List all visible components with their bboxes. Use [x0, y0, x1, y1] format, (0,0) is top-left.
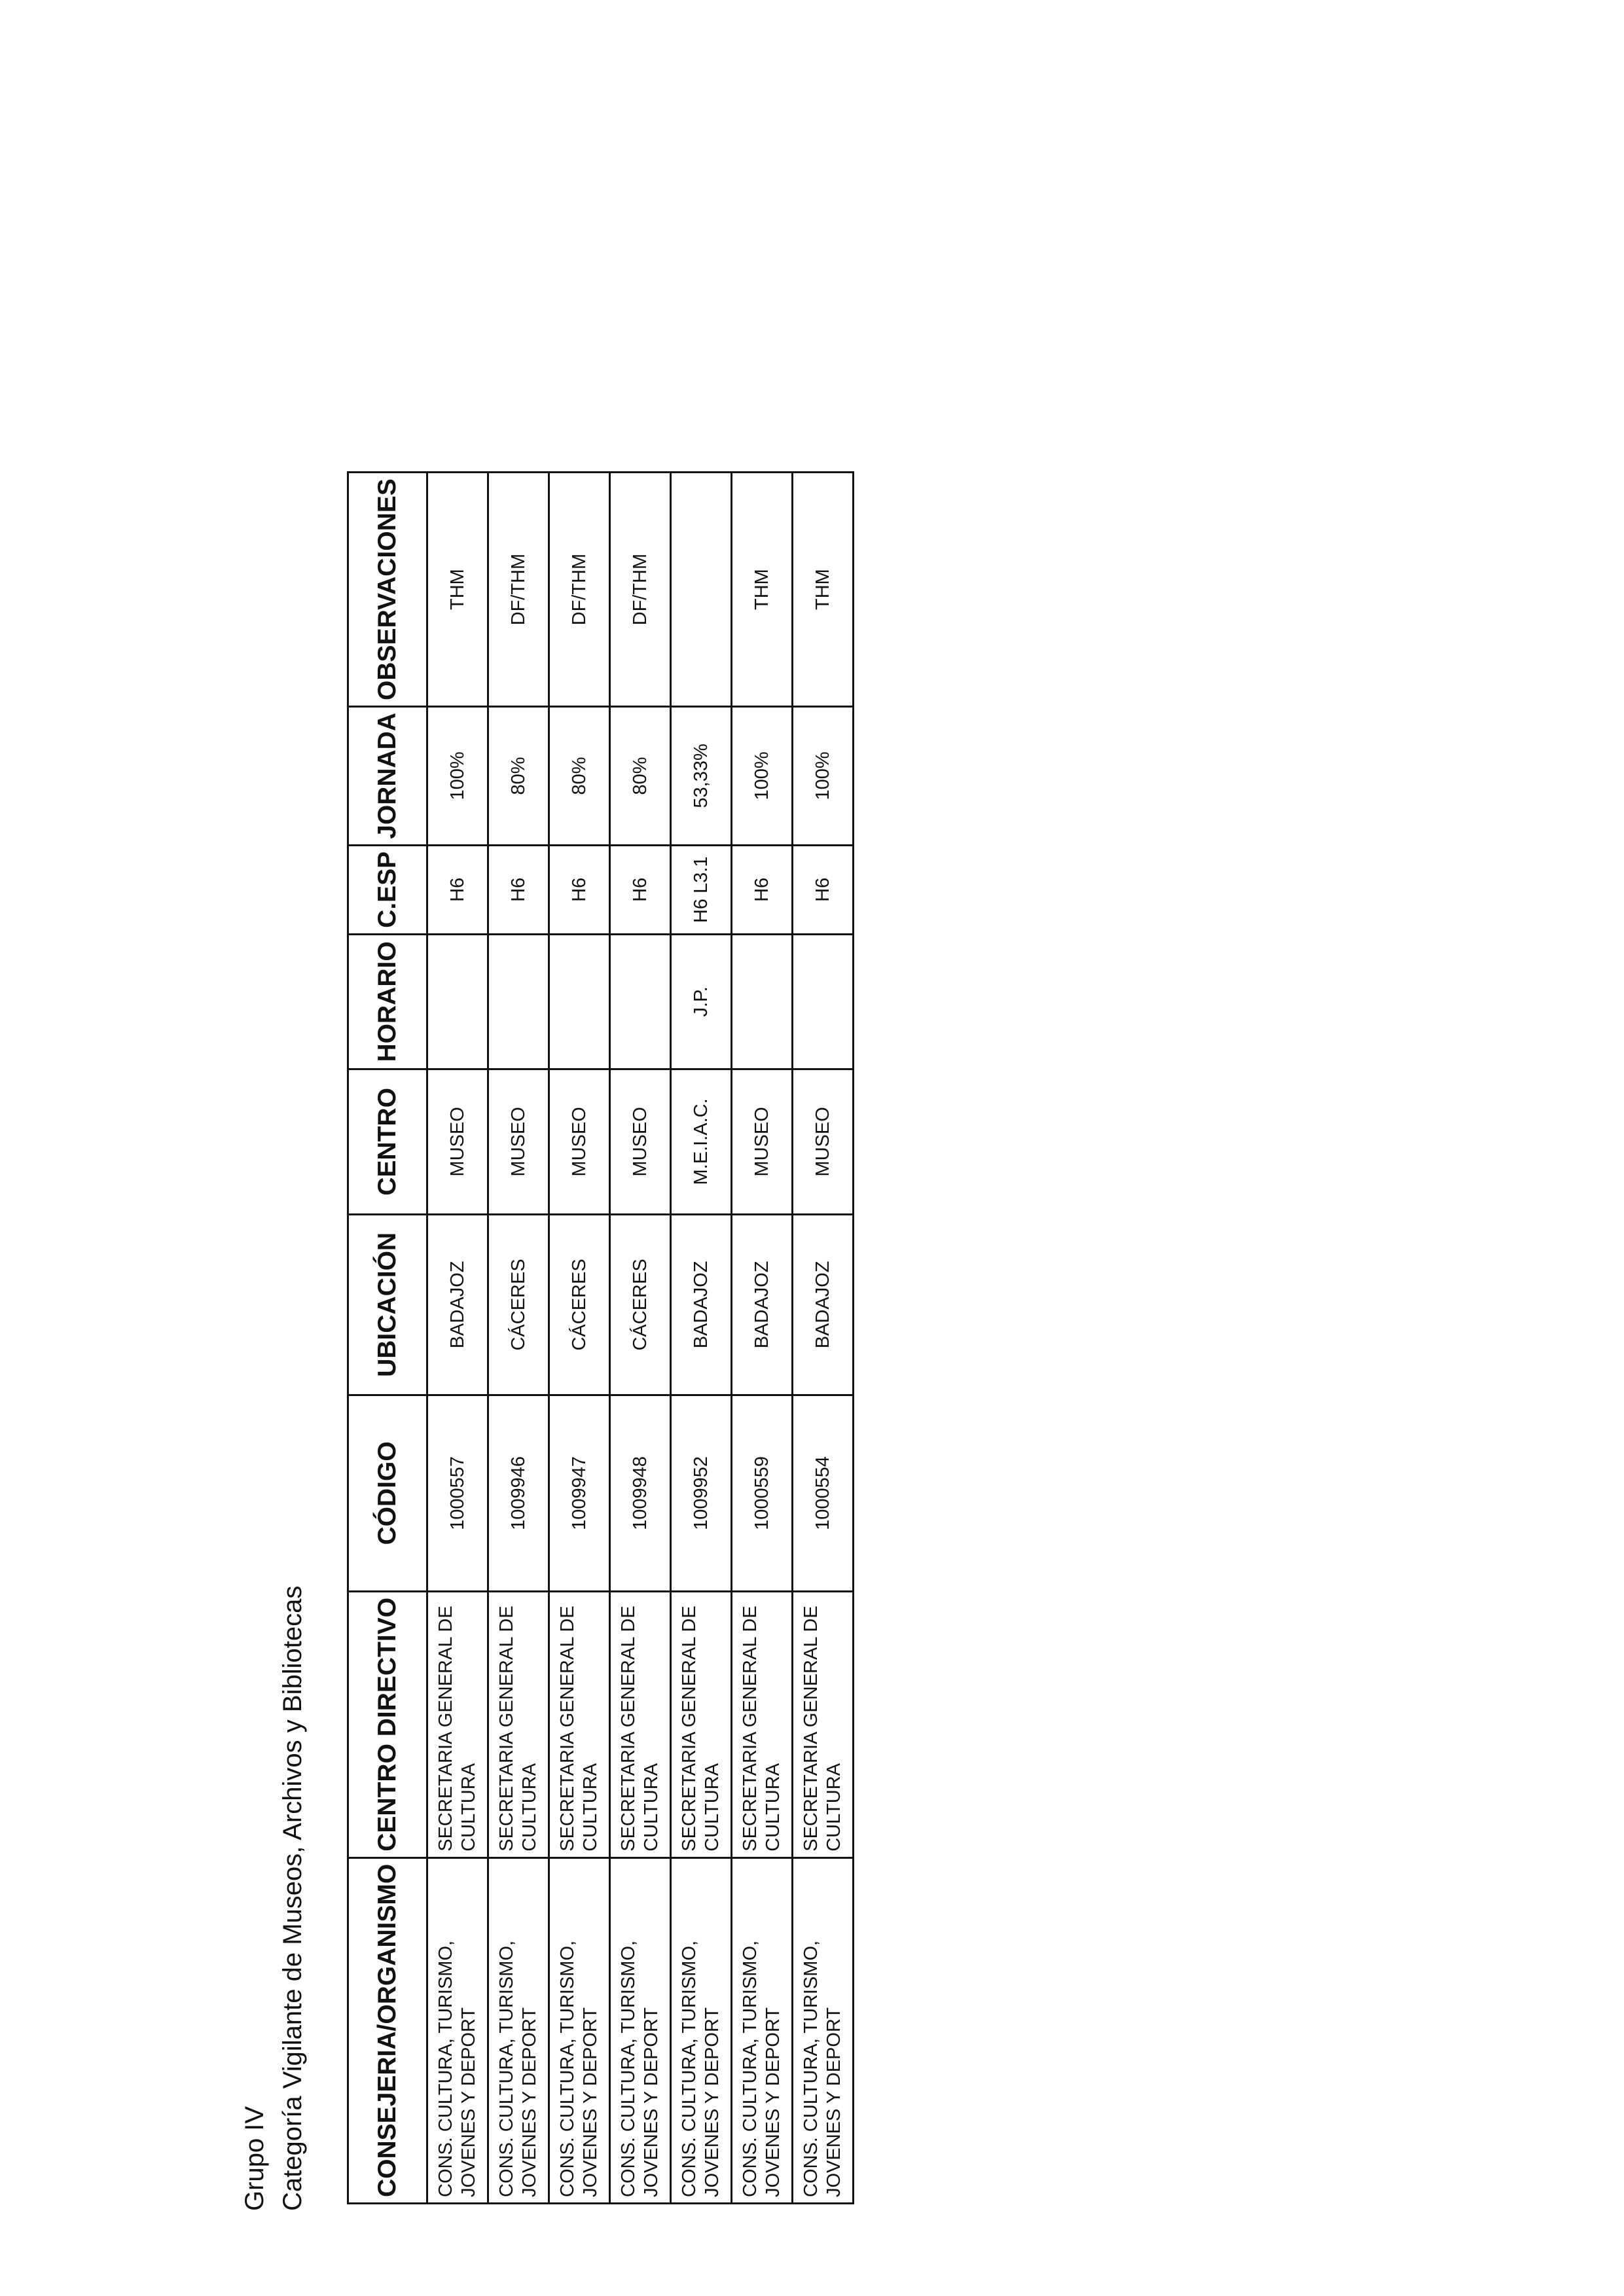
- cell-horario: J.P.: [671, 934, 732, 1069]
- cell-observaciones: THM: [732, 473, 793, 707]
- cell-ubicacion: BADAJOZ: [793, 1214, 854, 1395]
- cell-centro: MUSEO: [549, 1069, 610, 1214]
- cell-horario: [549, 934, 610, 1069]
- cell-centro: MUSEO: [610, 1069, 671, 1214]
- cell-jornada: 80%: [549, 707, 610, 846]
- table-row: [610, 473, 671, 2204]
- cell-centro-directivo: SECRETARIA GENERAL DE CULTURA: [671, 1591, 732, 1857]
- cell-observaciones: THM: [793, 473, 854, 707]
- cell-centro: M.E.I.A.C.: [671, 1069, 732, 1214]
- table-row: [732, 473, 793, 2204]
- cell-observaciones: DF/THM: [488, 473, 549, 707]
- cell-consejeria: CONS. CULTURA, TURISMO, JOVENES Y DEPORT: [671, 1857, 732, 2203]
- cell-horario: [793, 934, 854, 1069]
- cell-centro: MUSEO: [732, 1069, 793, 1214]
- cell-centro-directivo: SECRETARIA GENERAL DE CULTURA: [793, 1591, 854, 1857]
- cell-codigo: 1009947: [549, 1395, 610, 1591]
- cell-centro: MUSEO: [427, 1069, 488, 1214]
- cell-observaciones: THM: [427, 473, 488, 707]
- cell-jornada: 100%: [793, 707, 854, 846]
- header-centro: CENTRO: [348, 1069, 427, 1214]
- cell-horario: [732, 934, 793, 1069]
- cell-codigo: 1000559: [732, 1395, 793, 1591]
- cell-c-esp: H6: [549, 845, 610, 934]
- cell-consejeria: CONS. CULTURA, TURISMO, JOVENES Y DEPORT: [732, 1857, 793, 2203]
- header-c-esp: C.ESP: [348, 845, 427, 934]
- cell-consejeria: CONS. CULTURA, TURISMO, JOVENES Y DEPORT: [488, 1857, 549, 2203]
- cell-ubicacion: BADAJOZ: [732, 1214, 793, 1395]
- header-codigo: CÓDIGO: [348, 1395, 427, 1591]
- cell-ubicacion: BADAJOZ: [671, 1214, 732, 1395]
- header-jornada: JORNADA: [348, 707, 427, 846]
- cell-codigo: 1009946: [488, 1395, 549, 1591]
- category-title: Categoría Vigilante de Museos, Archivos y Bibliotecas: [278, 1585, 307, 2211]
- cell-consejeria: CONS. CULTURA, TURISMO, JOVENES Y DEPORT: [549, 1857, 610, 2203]
- cell-horario: [427, 934, 488, 1069]
- cell-c-esp: H6 L3.1: [671, 845, 732, 934]
- cell-centro-directivo: SECRETARIA GENERAL DE CULTURA: [427, 1591, 488, 1857]
- table-row: [549, 473, 610, 2204]
- cell-c-esp: H6: [488, 845, 549, 934]
- cell-consejeria: CONS. CULTURA, TURISMO, JOVENES Y DEPORT: [793, 1857, 854, 2203]
- cell-codigo: 1000554: [793, 1395, 854, 1591]
- cell-ubicacion: CÁCERES: [488, 1214, 549, 1395]
- header-consejeria: CONSEJERIA/ORGANISMO: [348, 1857, 427, 2203]
- cell-observaciones: DF/THM: [549, 473, 610, 707]
- cell-c-esp: H6: [793, 845, 854, 934]
- group-title: Grupo IV: [240, 2106, 269, 2211]
- cell-observaciones: DF/THM: [610, 473, 671, 707]
- cell-centro: MUSEO: [793, 1069, 854, 1214]
- cell-codigo: 1009948: [610, 1395, 671, 1591]
- rotated-document-sheet: [0, 5, 916, 2296]
- cell-centro-directivo: SECRETARIA GENERAL DE CULTURA: [610, 1591, 671, 1857]
- cell-c-esp: H6: [732, 845, 793, 934]
- cell-jornada: 100%: [427, 707, 488, 846]
- table-row: [793, 473, 854, 2204]
- table-header-row: [348, 473, 427, 2204]
- table-row: [427, 473, 488, 2204]
- table-row: [671, 473, 732, 2204]
- cell-c-esp: H6: [427, 845, 488, 934]
- cell-c-esp: H6: [610, 845, 671, 934]
- cell-jornada: 80%: [488, 707, 549, 846]
- cell-ubicacion: CÁCERES: [610, 1214, 671, 1395]
- positions-table: [347, 471, 854, 2204]
- header-ubicacion: UBICACIÓN: [348, 1214, 427, 1395]
- cell-jornada: 100%: [732, 707, 793, 846]
- document-heading: [236, 1586, 312, 2211]
- cell-centro-directivo: SECRETARIA GENERAL DE CULTURA: [549, 1591, 610, 1857]
- cell-ubicacion: BADAJOZ: [427, 1214, 488, 1395]
- cell-centro-directivo: SECRETARIA GENERAL DE CULTURA: [488, 1591, 549, 1857]
- cell-horario: [610, 934, 671, 1069]
- table-row: [488, 473, 549, 2204]
- header-horario: HORARIO: [348, 934, 427, 1069]
- cell-consejeria: CONS. CULTURA, TURISMO, JOVENES Y DEPORT: [610, 1857, 671, 2203]
- cell-codigo: 1000557: [427, 1395, 488, 1591]
- header-centro-directivo: CENTRO DIRECTIVO: [348, 1591, 427, 1857]
- cell-ubicacion: CÁCERES: [549, 1214, 610, 1395]
- cell-codigo: 1009952: [671, 1395, 732, 1591]
- cell-centro: MUSEO: [488, 1069, 549, 1214]
- table-body: [427, 473, 854, 2204]
- cell-observaciones: [671, 473, 732, 707]
- cell-horario: [488, 934, 549, 1069]
- cell-jornada: 53,33%: [671, 707, 732, 846]
- header-observaciones: OBSERVACIONES: [348, 473, 427, 707]
- cell-jornada: 80%: [610, 707, 671, 846]
- cell-centro-directivo: SECRETARIA GENERAL DE CULTURA: [732, 1591, 793, 1857]
- cell-consejeria: CONS. CULTURA, TURISMO, JOVENES Y DEPORT: [427, 1857, 488, 2203]
